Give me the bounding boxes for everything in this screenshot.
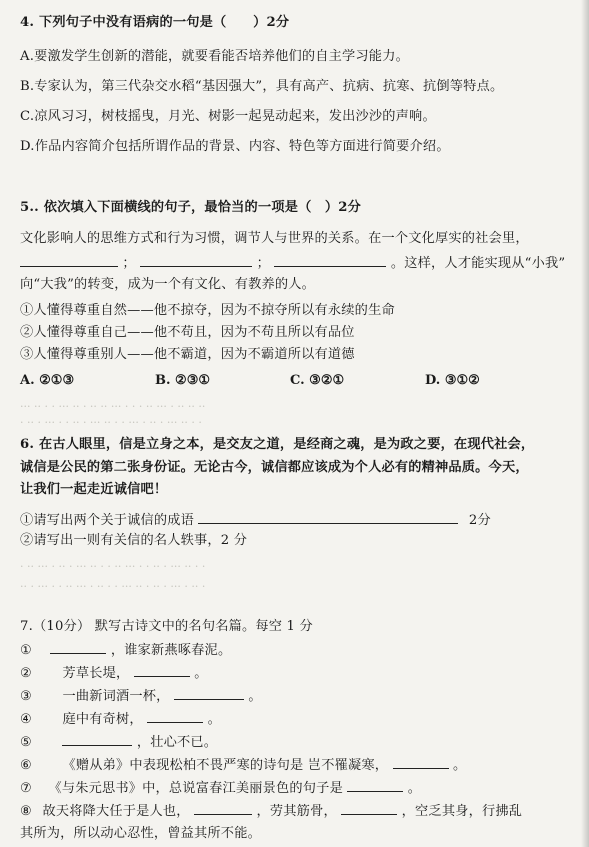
- q5-passage-line1: 文化影响人的思维方式和行为习惯，调节人与世界的关系。在一个文化厚实的社会里，: [20, 231, 529, 246]
- q5-item-3: ③人懂得尊重别人——他不霸道，因为不霸道所以有道德: [20, 347, 355, 362]
- q5-item-1: ①人懂得尊重自然——他不掠夺，因为不掠夺所以有永续的生命: [20, 303, 395, 318]
- q7-line-4-text: 庭中有奇树，: [62, 712, 143, 727]
- q7-blank-2[interactable]: [134, 664, 190, 677]
- q7-line-8-num: ⑧: [20, 804, 33, 819]
- q7-blank-4[interactable]: [147, 710, 203, 723]
- q6-line2: 诚信是公民的第二张身份证。无论古今，诚信都应该成为个人必有的精神品质。今天，: [20, 460, 529, 475]
- q7-line-1: [20, 641, 231, 660]
- q7-line-6-end: 。: [452, 758, 467, 773]
- q7-blank-6[interactable]: [393, 756, 449, 769]
- q7-line-6: [20, 756, 466, 775]
- q6-sub1-answer[interactable]: [198, 511, 458, 524]
- q7-line-8-text: 故天将降大任于是人也，: [42, 804, 190, 819]
- q7-line-7-end: 。: [407, 781, 422, 796]
- q5-blank-2[interactable]: [140, 254, 252, 267]
- q7-line-3-end: 。: [248, 689, 262, 704]
- bleed-through-noise: ··· ·· · · ··· ·· · ·· ·· ··· · · · ·· ··· · ·· ·· ··: [20, 400, 206, 413]
- q7-line-3: [20, 687, 262, 706]
- q7-line-1-text: ，谁家新燕啄春泥。: [110, 643, 232, 658]
- q7-line-5-num: ⑤: [20, 735, 33, 750]
- scan-edge-shadow: [581, 0, 589, 847]
- q7-line-6-text: 《赠从弟》中表现松柏不畏严寒的诗句是 岂不罹凝寒，: [62, 758, 389, 773]
- q5-passage-line2: ； ； 。这样，人才能实现从“小我”: [20, 254, 565, 273]
- q7-blank-8[interactable]: [194, 802, 252, 815]
- q6-sub2: ②请写出一则有关信的名人轶事，2 分: [20, 533, 248, 548]
- q5-stem: 5.. 依次填入下面横线的句子，最恰当的一项是（ ）2分: [20, 200, 362, 215]
- q7-line-5-text: ，壮心不已。: [136, 735, 218, 750]
- q5-passage-line3: 向“大我”的转变，成为一个有文化、有教养的人。: [20, 277, 316, 292]
- q4-option-c: C.凉风习习，树枝摇曳，月光、树影一起晃动起来，发出沙沙的声响。: [20, 109, 436, 124]
- q6-sub1-score: 2分: [468, 513, 491, 528]
- q7-blank-7[interactable]: [347, 779, 403, 792]
- q4-stem: 4. 下列句子中没有语病的一句是（ ）2分: [20, 15, 290, 30]
- q7-line-7-text: 《与朱元思书》中，总说富春江美丽景色的句子是: [48, 781, 343, 796]
- bleed-through-noise: · ·· · ··· · · ·· · ··· ·· · · ··· · ·· · ··· ·· · ·: [20, 416, 202, 429]
- q7-blank-3[interactable]: [174, 687, 244, 700]
- q6-line3: 让我们一起走近诚信吧！: [20, 482, 168, 497]
- q4-option-a: A.要激发学生创新的潜能，就要看能否培养他们的自主学习能力。: [20, 49, 409, 64]
- q4-option-d: D.作品内容简介包括所谓作品的背景、内容、特色等方面进行简要介绍。: [20, 139, 450, 154]
- q7-line-5: [20, 733, 217, 752]
- q5-blank-3[interactable]: [274, 254, 386, 267]
- q5-blank-1[interactable]: [20, 254, 118, 267]
- q7-line-3-text: 一曲新词酒一杯，: [62, 689, 170, 704]
- q7-blank-1[interactable]: [50, 641, 106, 654]
- q7-line-2-end: 。: [194, 666, 208, 681]
- q5-choice-c[interactable]: C. ③②①: [290, 373, 345, 388]
- q6-sub1-prompt: ①请写出两个关于诚信的成语: [20, 513, 195, 528]
- q5-choice-a[interactable]: A. ②①③: [20, 373, 75, 388]
- bleed-through-noise: · ·· ··· · ·· · ··· ·· · · ·· ··· · · ·· · ··· ·· · ·: [20, 560, 206, 573]
- q7-title: 7.（10分） 默写古诗文中的名句名篇。每空 1 分: [20, 619, 313, 634]
- q5-item-2: ②人懂得尊重自己——他不苟且，因为不苟且所以有品位: [20, 325, 355, 340]
- q5-choice-d[interactable]: D. ③①②: [425, 373, 480, 388]
- q7-line-6-num: ⑥: [20, 758, 33, 773]
- q7-line-4: [20, 710, 221, 729]
- q7-line-2: [20, 664, 208, 683]
- q6-sub1: [20, 511, 491, 530]
- q7-line-1-num: ①: [20, 643, 33, 658]
- bleed-through-noise: ·· · ··· · · ·· ··· · ·· · · ··· ·· · ·· · ··· · ·· ·: [20, 580, 206, 593]
- q7-blank-9[interactable]: [341, 802, 397, 815]
- q7-line-7-num: ⑦: [20, 781, 33, 796]
- q7-line-8: [20, 802, 522, 821]
- q5-choice-b[interactable]: B. ②③①: [155, 373, 211, 388]
- q7-line-8-mid1: ，劳其筋骨，: [256, 804, 337, 819]
- q4-option-b: B.专家认为，第三代杂交水稻“基因强大”，具有高产、抗病、抗寒、抗倒等特点。: [20, 79, 504, 94]
- q7-line-3-num: ③: [20, 689, 33, 704]
- q7-line-2-num: ②: [20, 666, 33, 681]
- q7-last-line: 其所为，所以动心忍性，曾益其所不能。: [20, 826, 261, 841]
- q7-line-4-end: 。: [207, 712, 221, 727]
- q7-line-4-num: ④: [20, 712, 33, 727]
- q7-blank-5[interactable]: [62, 733, 132, 746]
- q7-line-7: [20, 779, 421, 798]
- q5-passage-line2-end: 。这样，人才能实现从“小我”: [390, 256, 566, 271]
- q7-line-8-mid2: ，空乏其身，行拂乱: [401, 804, 523, 819]
- q7-line-2-text: 芳草长堤，: [62, 666, 130, 681]
- q6-line1: 6. 在古人眼里，信是立身之本，是交友之道，是经商之魂，是为政之要，在现代社会，: [20, 437, 535, 452]
